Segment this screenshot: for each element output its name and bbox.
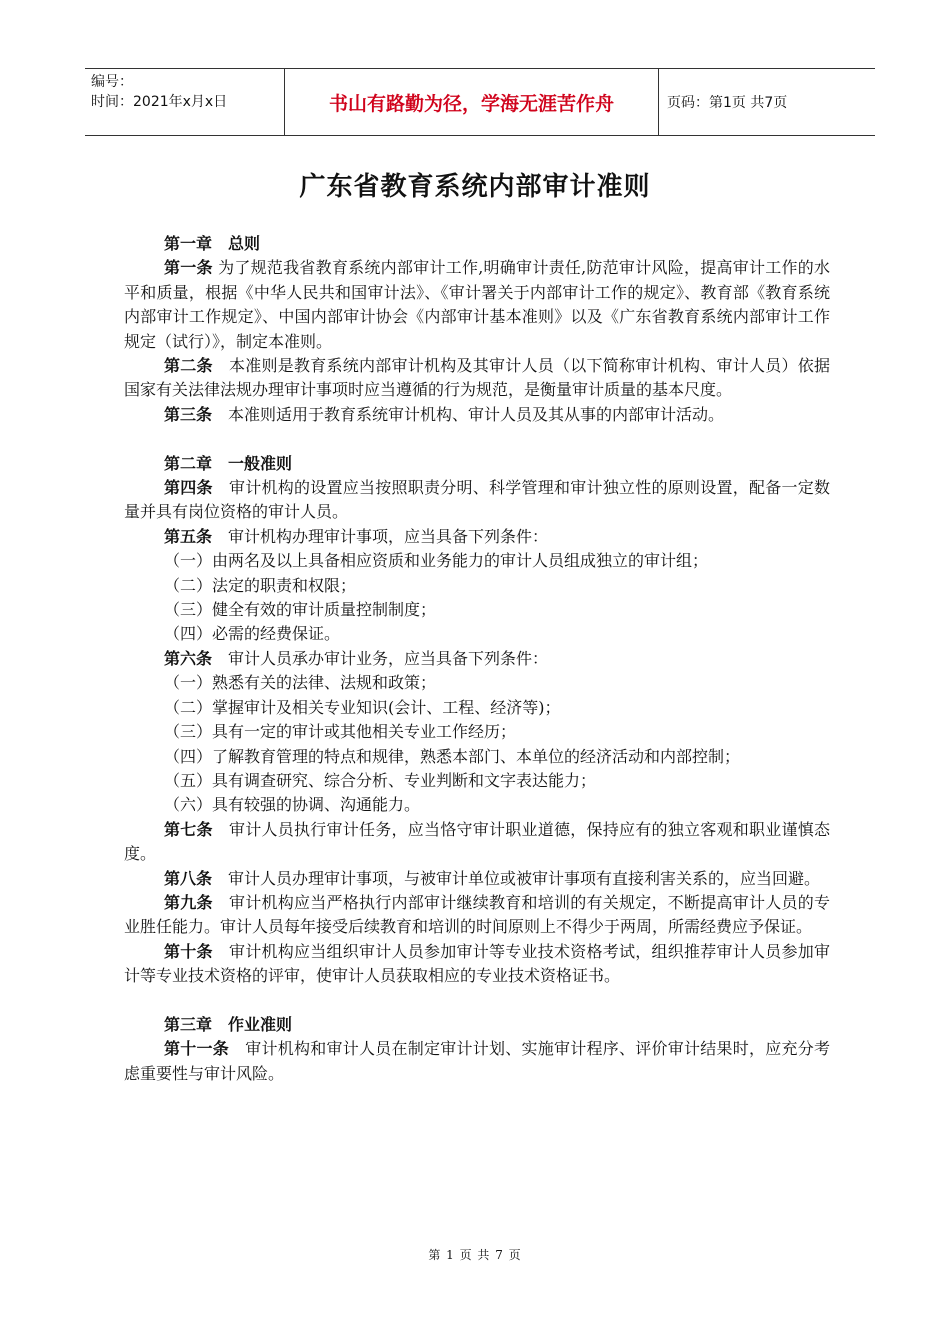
article-paragraph (124, 525, 830, 549)
chapter-heading: 第二章 一般准则 (164, 453, 293, 473)
article-label: 第四条 (164, 478, 213, 498)
article-paragraph (124, 354, 830, 403)
article-text: 审计人员承办审计业务，应当具备下列条件： (212, 648, 549, 668)
article-paragraph (124, 476, 830, 525)
document-header (85, 68, 875, 136)
article-paragraph (124, 256, 830, 354)
chapter-heading: 第一章 总则 (164, 234, 261, 253)
article-text: 审计机构应当组织审计人员参加审计等专业技术资格考试，组织推荐审计人员参加审计等专业技术资格的评审，使审计人员获取相应的专业技术资格证书。 (124, 941, 830, 986)
article-label: 第三条 (164, 404, 213, 424)
header-number: 编号： (91, 74, 133, 90)
article-label: 第八条 (164, 868, 213, 888)
article-text: 本准则是教育系统内部审计机构及其审计人员（以下简称审计机构、审计人员）依据国家有关法律法规办理审计事项时应当遵循的行为规范，是衡量审计质量的基本尺度。 (124, 356, 830, 400)
article-text: 审计机构应当严格执行内部审计继续教育和培训的有关规定，不断提高审计人员的专业胜任能力。审计人员每年接受后续教育和培训的时间原则上不得少于两周，所需经费应予保证。 (124, 892, 830, 937)
chapter-heading: 第三章 作业准则 (164, 1014, 293, 1034)
header-motto-cell (285, 69, 659, 135)
article-paragraph (124, 867, 830, 891)
section-gap (124, 427, 830, 451)
article-label: 第七条 (164, 819, 213, 839)
list-item: （四）必需的经费保证。 (164, 624, 341, 644)
list-item: （六）具有较强的协调、沟通能力。 (164, 795, 421, 815)
article-label: 第十一条 (164, 1039, 229, 1059)
article-text: 审计机构办理审计事项，应当具备下列条件： (212, 526, 549, 546)
article-label: 第六条 (164, 648, 213, 668)
article-text: 审计人员办理审计事项，与被审计单位或被审计事项有直接利害关系的，应当回避。 (212, 868, 821, 888)
section-gap (124, 989, 830, 1013)
header-meta (85, 69, 285, 135)
list-item: （五）具有调查研究、综合分析、专业判断和文字表达能力； (164, 770, 597, 790)
article-paragraph (124, 940, 830, 989)
list-item: （一）由两名及以上具备相应资质和业务能力的审计人员组成独立的审计组； (164, 551, 709, 571)
article-label: 第十条 (164, 941, 213, 961)
list-item: （三）健全有效的审计质量控制制度； (164, 600, 437, 620)
document-body (124, 232, 830, 1086)
article-text: 本准则适用于教育系统审计机构、审计人员及其从事的内部审计活动。 (212, 404, 725, 424)
article-label: 第九条 (164, 892, 213, 912)
article-paragraph (124, 647, 830, 671)
list-item: （二）掌握审计及相关专业知识(会计、工程、经济等)； (164, 697, 561, 717)
header-page-cell (659, 69, 875, 135)
document-title: 广东省教育系统内部审计准则 (299, 172, 651, 202)
page-footer: 第 1 页 共 7 页 (428, 1248, 522, 1262)
article-label: 第五条 (164, 526, 213, 546)
header-motto: 书山有路勤为径，学海无涯苦作舟 (328, 92, 614, 115)
list-item: （四）了解教育管理的特点和规律，熟悉本部门、本单位的经济活动和内部控制； (164, 746, 741, 766)
article-paragraph (124, 1037, 830, 1086)
list-item: （一）熟悉有关的法律、法规和政策； (164, 673, 437, 693)
article-text: 审计机构的设置应当按照职责分明、科学管理和审计独立性的原则设置，配备一定数量并具有岗位资格的审计人员。 (124, 478, 830, 522)
list-item: （二）法定的职责和权限； (164, 575, 357, 595)
article-text: 审计人员执行审计任务，应当恪守审计职业道德，保持应有的独立客观和职业谨慎态度。 (124, 819, 830, 864)
article-label: 第二条 (164, 356, 213, 376)
article-text: 为了规范我省教育系统内部审计工作,明确审计责任,防范审计风险，提高审计工作的水平和质量，根据《中华人民共和国审计法》、《审计署关于内部审计工作的规定》、教育部《教育系统内部审计工作规定》、中国内部审计协会《内部审计基本准则》以及《广东省教育系统内部审计工作规定（试行）》，制定本准则。 (124, 258, 830, 351)
header-time: 时间：2021年x月x日 (91, 94, 228, 110)
article-paragraph (124, 818, 830, 867)
article-paragraph (124, 891, 830, 940)
article-text: 审计机构和审计人员在制定审计计划、实施审计程序、评价审计结果时，应充分考虑重要性与审计风险。 (124, 1039, 830, 1083)
header-page-info: 页码：第1页 共7页 (667, 95, 788, 111)
article-label: 第一条 (164, 258, 213, 278)
list-item: （三）具有一定的审计或其他相关专业工作经历； (164, 722, 517, 742)
article-paragraph (124, 403, 830, 427)
